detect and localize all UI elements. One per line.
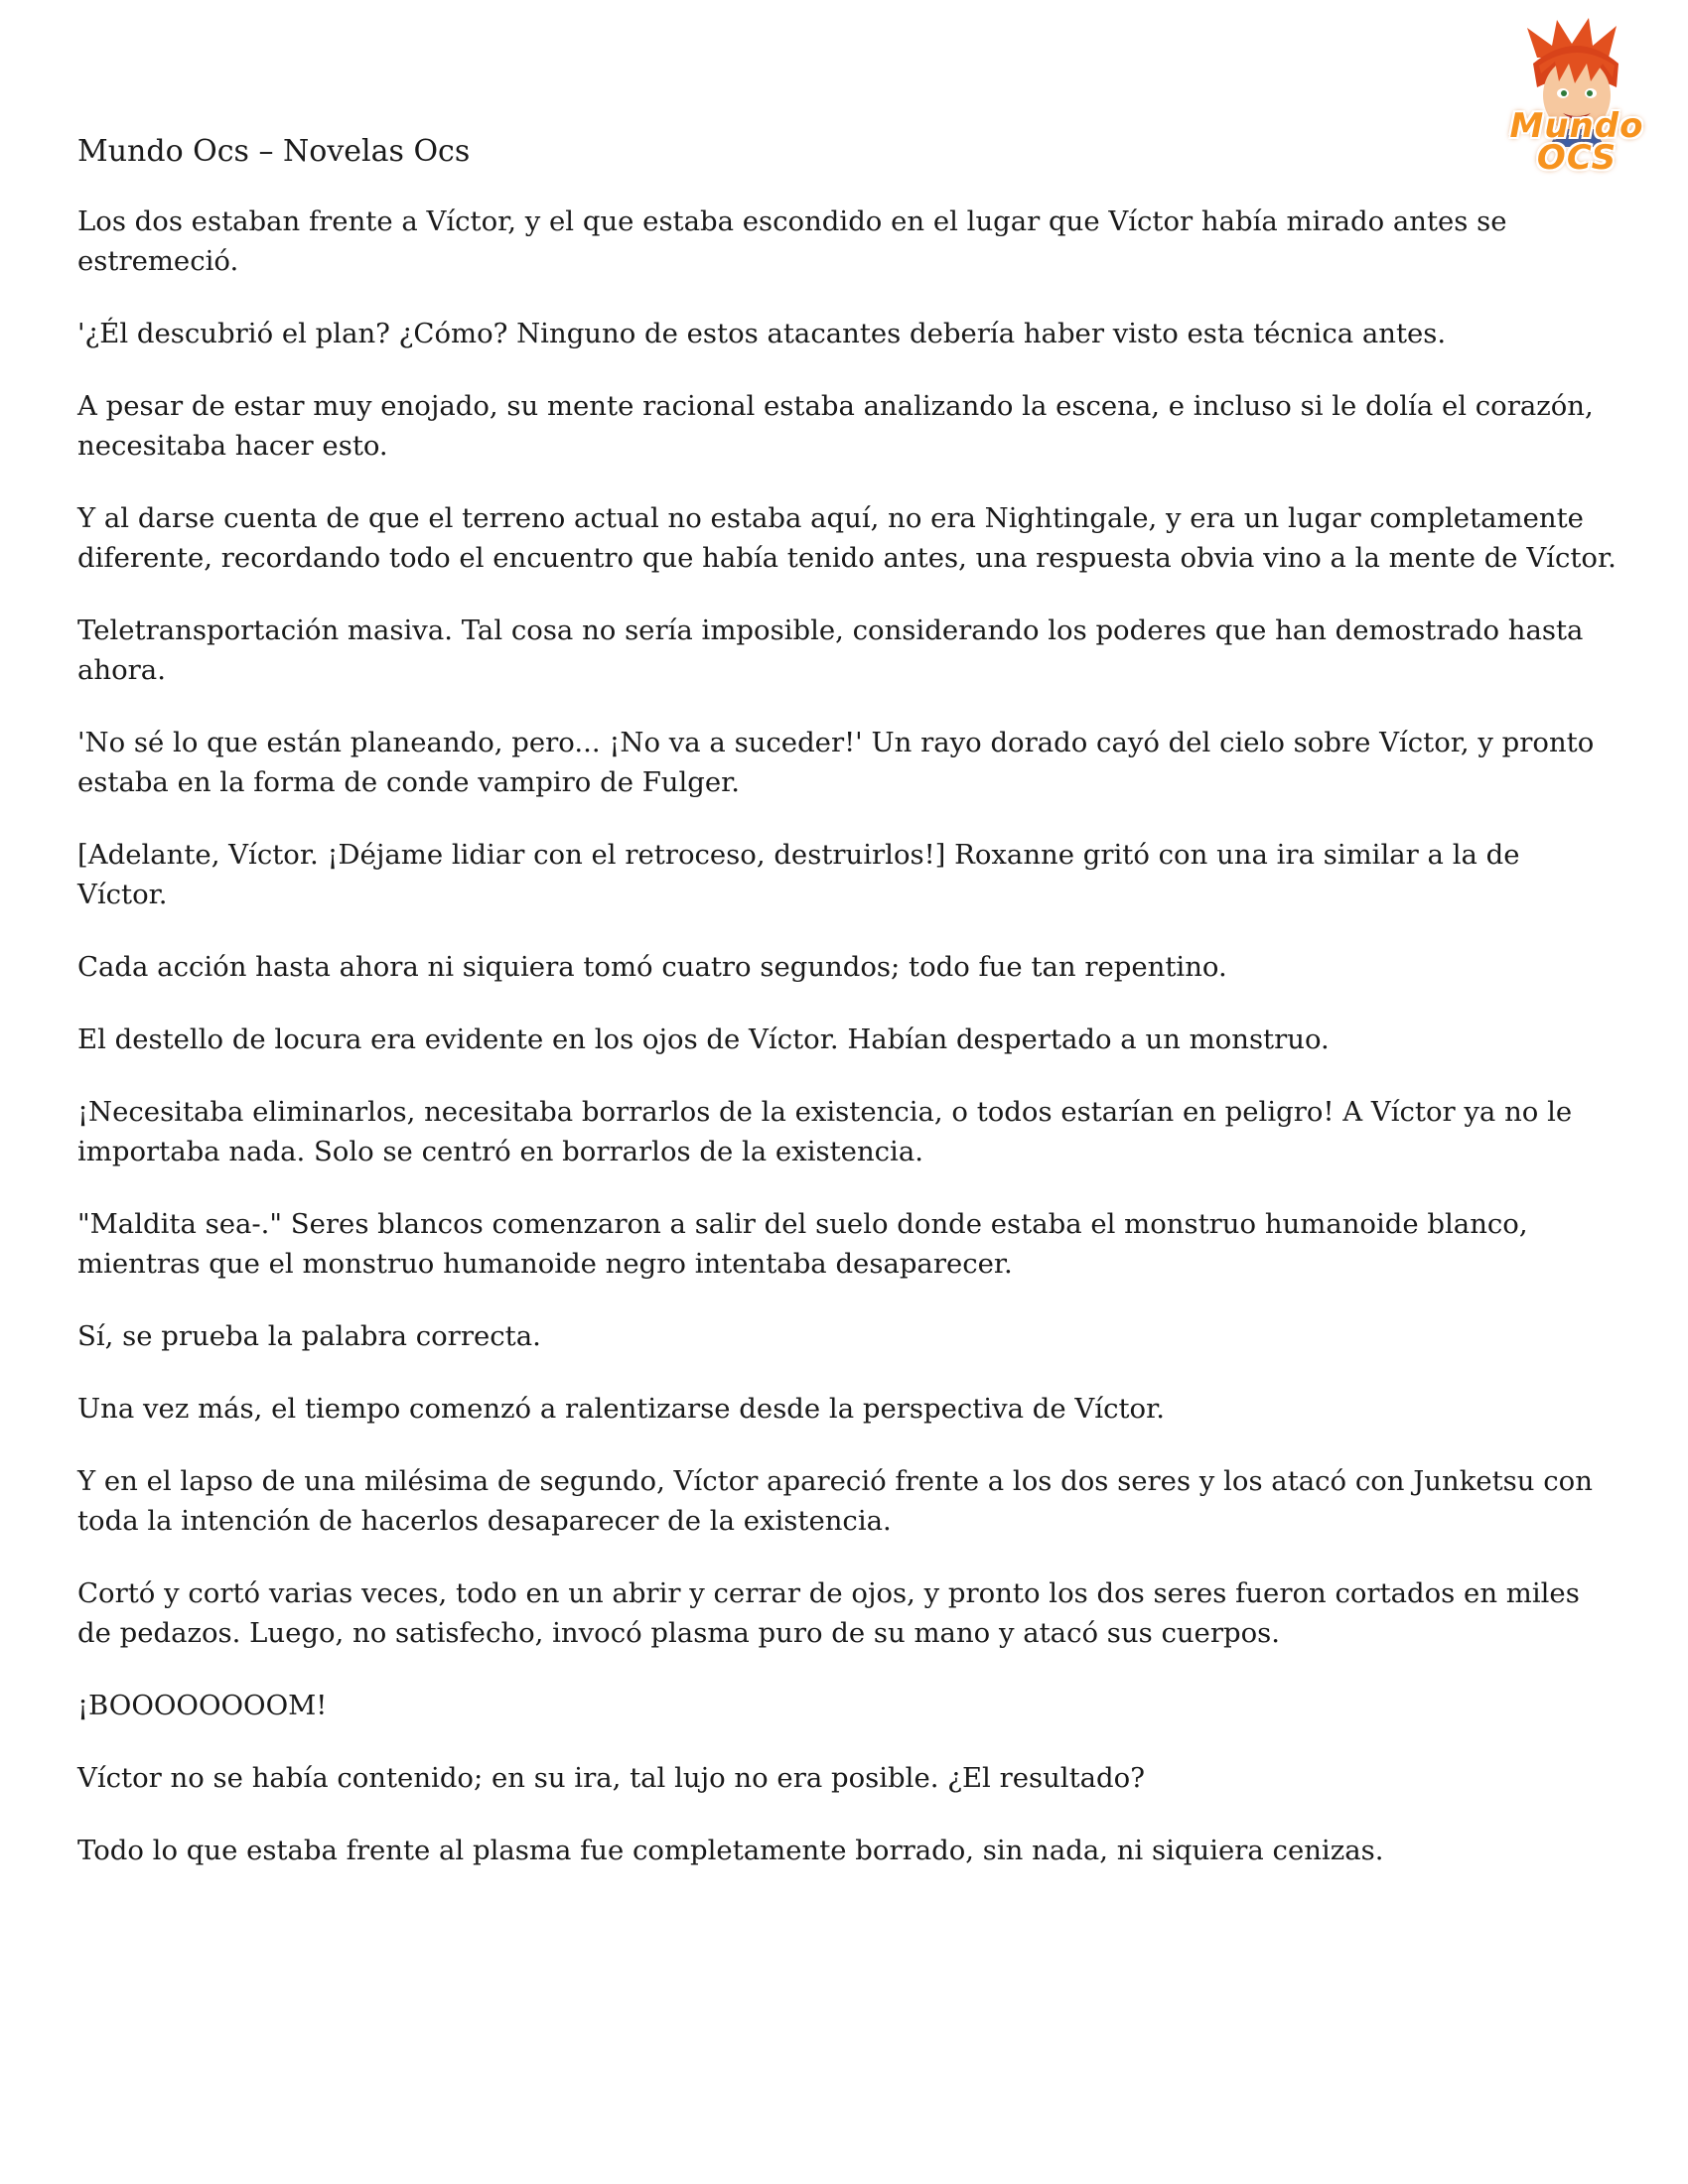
- paragraph: El destello de locura era evidente en los ojos de Víctor. Habían despertado a un monstruo.: [77, 1024, 1330, 1055]
- paragraph: "Maldita sea-." Seres blancos comenzaron a salir del suelo donde estaba el monstruo humanoide blanco, mientras que el monstruo humanoide negro intentaba desaparecer.: [77, 1208, 1528, 1280]
- mundo-ocs-logo: [1497, 18, 1656, 177]
- paragraph: Cada acción hasta ahora ni siquiera tomó cuatro segundos; todo fue tan repentino.: [77, 951, 1227, 983]
- paragraph: Una vez más, el tiempo comenzó a ralentizarse desde la perspectiva de Víctor.: [77, 1393, 1165, 1425]
- paragraph: Cortó y cortó varias veces, todo en un abrir y cerrar de ojos, y pronto los dos seres fueron cortados en miles de pedazos. Luego, no satisfecho, invocó plasma puro de su mano y atacó sus cuerpos.: [77, 1577, 1580, 1649]
- page-header-title: Mundo Ocs – Novelas Ocs: [77, 134, 471, 169]
- paragraph: Sí, se prueba la palabra correcta.: [77, 1320, 541, 1352]
- paragraph: ¡Necesitaba eliminarlos, necesitaba borrarlos de la existencia, o todos estarían en peligro! A Víctor ya no le importaba nada. Solo se centró en borrarlos de la existencia.: [77, 1096, 1573, 1167]
- paragraph: ¡BOOOOOOOOM!: [77, 1690, 328, 1721]
- paragraph: Víctor no se había contenido; en su ira, tal lujo no era posible. ¿El resultado?: [77, 1762, 1145, 1794]
- paragraph: Y en el lapso de una milésima de segundo, Víctor apareció frente a los dos seres y los atacó con Junketsu con toda la intención de hacerlos desaparecer de la existencia.: [77, 1465, 1593, 1537]
- paragraph: A pesar de estar muy enojado, su mente racional estaba analizando la escena, e incluso si le dolía el corazón, necesitaba hacer esto.: [77, 390, 1594, 462]
- paragraph: Y al darse cuenta de que el terreno actual no estaba aquí, no era Nightingale, y era un lugar completamente diferente, recordando todo el encuentro que había tenido antes, una respuesta obvia vino a la mente de Víctor.: [77, 502, 1617, 574]
- paragraph: 'No sé lo que están planeando, pero... ¡No va a suceder!' Un rayo dorado cayó del cielo sobre Víctor, y pronto estaba en la forma de conde vampiro de Fulger.: [77, 727, 1595, 798]
- paragraph: Los dos estaban frente a Víctor, y el que estaba escondido en el lugar que Víctor había mirado antes se estremeció.: [77, 205, 1507, 277]
- paragraph: '¿Él descubrió el plan? ¿Cómo? Ninguno de estos atacantes debería haber visto esta técnica antes.: [77, 318, 1447, 349]
- paragraph: Teletransportación masiva. Tal cosa no sería imposible, considerando los poderes que han demostrado hasta ahora.: [77, 614, 1584, 686]
- paragraph: [Adelante, Víctor. ¡Déjame lidiar con el retroceso, destruirlos!] Roxanne gritó con una ira similar a la de Víctor.: [77, 839, 1520, 910]
- logo-text-line1: Mundo: [1509, 106, 1644, 146]
- paragraph: Todo lo que estaba frente al plasma fue completamente borrado, sin nada, ni siquiera cenizas.: [77, 1835, 1384, 1866]
- document-body: [77, 202, 1617, 1903]
- logo-text-line2: OCS: [1536, 138, 1618, 178]
